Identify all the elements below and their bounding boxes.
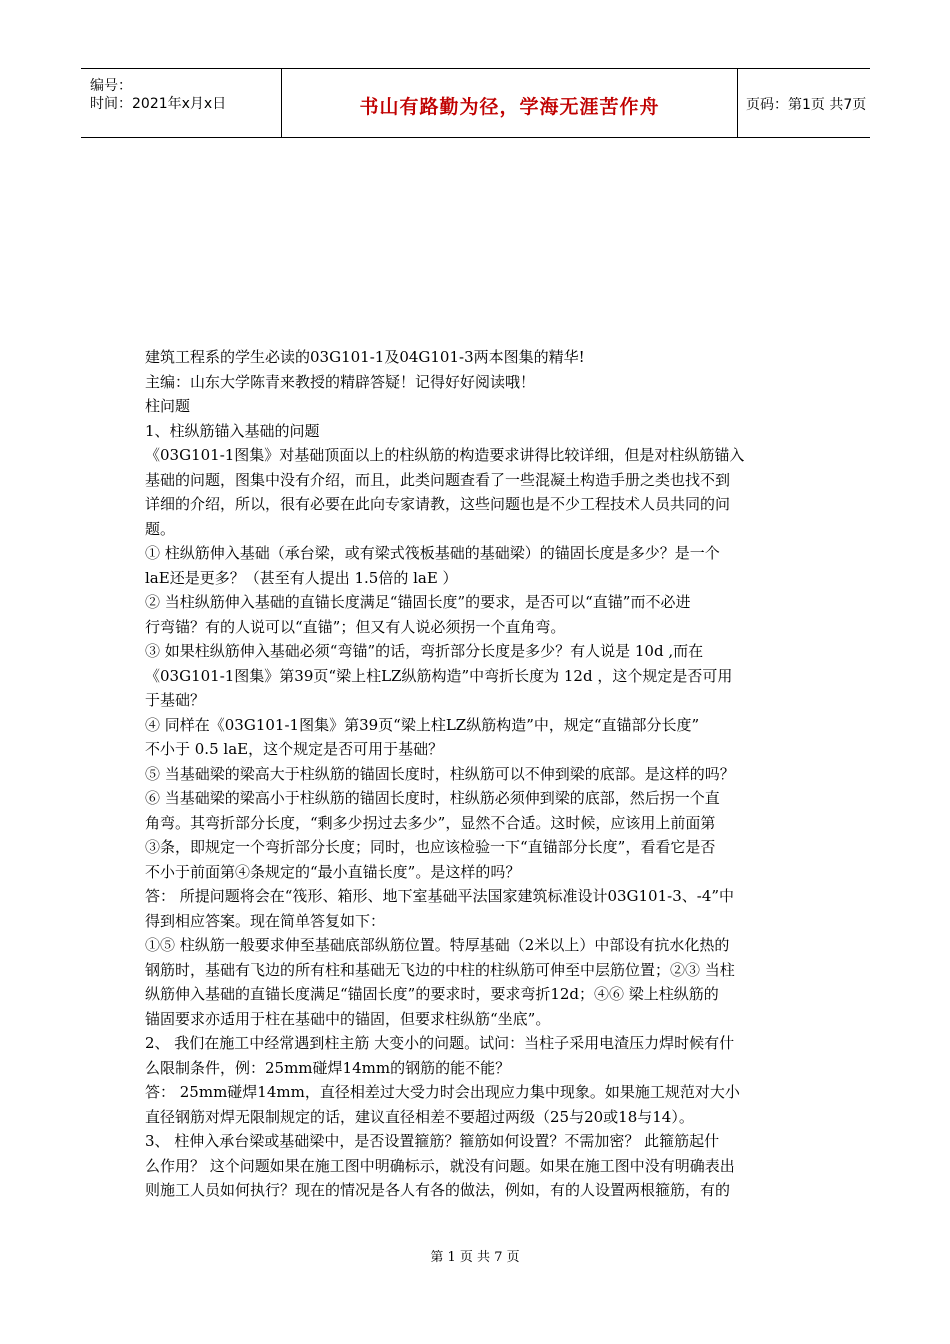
text-line: 题。 bbox=[145, 519, 176, 538]
date-label: 时间：2021年x月x日 bbox=[90, 96, 227, 112]
text-line: 《03G101-1图集》第39页“梁上柱LZ纵筋构造”中弯折长度为 12d ，这个规定是否可用 bbox=[145, 666, 733, 685]
text-line: ①⑤ 柱纵筋一般要求伸至基础底部纵筋位置。特厚基础（2米以上）中部设有抗水化热的 bbox=[145, 936, 730, 954]
text-line: 基础的问题，图集中没有介绍，而且，此类问题查看了一些混凝土构造手册之类也找不到 bbox=[145, 470, 731, 489]
text-line: 么限制条件，例：25mm碰焊14mm的钢筋的能不能？ bbox=[145, 1058, 511, 1077]
text-line: 于基础？ bbox=[145, 691, 206, 709]
text-line: ⑤ 当基础梁的梁高大于柱纵筋的锚固长度时，柱纵筋可以不伸到梁的底部。是这样的吗？ bbox=[145, 764, 735, 783]
text-line: 答： 25mm碰焊14mm，直径相差过大受力时会出现应力集中现象。如果施工规范对大小 bbox=[145, 1083, 740, 1101]
text-line: 纵筋伸入基础的直锚长度满足“锚固长度”的要求时，要求弯折12d；④⑥ 梁上柱纵筋的 bbox=[145, 985, 719, 1003]
text-line: 得到相应答案。现在简单答复如下： bbox=[145, 911, 386, 930]
page-reference: 页码：第1页 共7页 bbox=[746, 97, 867, 113]
text-line: 《03G101-1图集》对基础顶面以上的柱纵筋的构造要求讲得比较详细，但是对柱纵筋锚入 bbox=[145, 446, 745, 464]
text-line: 主编：山东大学陈青来教授的精辟答疑！记得好好阅读哦！ bbox=[145, 372, 536, 391]
header-motto-cell bbox=[281, 69, 738, 137]
text-line: ③ 如果柱纵筋伸入基础必须“弯锚”的话，弯折部分长度是多少？有人说是 10d ,而在 bbox=[145, 642, 704, 660]
text-line: 不小于前面第④条规定的“最小直锚长度”。是这样的吗？ bbox=[145, 862, 521, 881]
text-line: 锚固要求亦适用于柱在基础中的锚固，但要求柱纵筋“坐底”。 bbox=[145, 1009, 551, 1028]
text-line: 建筑工程系的学生必读的03G101-1及04G101-3两本图集的精华! bbox=[145, 348, 585, 366]
text-line: 则施工人员如何执行？现在的情况是各人有各的做法，例如，有的人设置两根箍筋，有的 bbox=[145, 1181, 731, 1199]
text-line: 3、 柱伸入承台梁或基础梁中，是否设置箍筋？箍筋如何设置？不需加密？ 此箍筋起什 bbox=[145, 1132, 720, 1150]
text-line: 2、 我们在施工中经常遇到柱主筋 大变小的问题。试问：当柱子采用电渣压力焊时候有什 bbox=[145, 1034, 735, 1052]
text-line: 钢筋时，基础有飞边的所有柱和基础无飞边的中柱的柱纵筋可伸至中层筋位置；②③ 当柱 bbox=[145, 960, 735, 979]
text-line: 直径钢筋对焊无限制规定的话，建议直径相差不要超过两级（25与20或18与14）。 bbox=[145, 1107, 694, 1126]
header-page-cell bbox=[737, 69, 870, 137]
text-line: 柱问题 bbox=[145, 397, 191, 415]
text-line: 角弯。其弯折部分长度，“剩多少拐过去多少”，显然不合适。这时候，应该用上前面第 bbox=[145, 813, 716, 832]
page-header bbox=[81, 68, 870, 138]
text-line: ⑥ 当基础梁的梁高小于柱纵筋的锚固长度时，柱纵筋必须伸到梁的底部，然后拐一个直 bbox=[145, 789, 720, 807]
text-line: ③条，即规定一个弯折部分长度；同时，也应该检验一下“直锚部分长度”，看看它是否 bbox=[145, 838, 716, 856]
text-line: ④ 同样在《03G101-1图集》第39页“梁上柱LZ纵筋构造”中，规定“直锚部分长度” bbox=[145, 715, 700, 734]
text-line: ① 柱纵筋伸入基础（承台梁，或有梁式筏板基础的基础梁）的锚固长度是多少？是一个 bbox=[145, 544, 720, 562]
document-body bbox=[145, 345, 815, 1203]
code-label: 编号： bbox=[90, 78, 132, 94]
page-footer: 第 1 页 共 7 页 bbox=[430, 1250, 520, 1265]
header-info-cell bbox=[81, 69, 281, 137]
text-line: laE还是更多？（甚至有人提出 1.5倍的 laE ） bbox=[145, 568, 458, 587]
text-line: 答： 所提问题将会在“筏形、箱形、地下室基础平法国家建筑标准设计03G101-3、-4”中 bbox=[145, 887, 735, 905]
text-line: 详细的介绍，所以，很有必要在此向专家请教，这些问题也是不少工程技术人员共同的问 bbox=[145, 495, 731, 513]
text-line: 么作用？ 这个问题如果在施工图中明确标示，就没有问题。如果在施工图中没有明确表出 bbox=[145, 1156, 735, 1175]
motto: 书山有路勤为径，学海无涯苦作舟 bbox=[359, 96, 660, 118]
text-line: ② 当柱纵筋伸入基础的直锚长度满足“锚固长度”的要求，是否可以“直锚”而不必进 bbox=[145, 593, 691, 611]
text-line: 不小于 0.5 laE，这个规定是否可用于基础？ bbox=[145, 740, 444, 758]
text-line: 行弯锚？有的人说可以“直锚”；但又有人说必须拐一个直角弯。 bbox=[145, 617, 566, 636]
text-line: 1、柱纵筋锚入基础的问题 bbox=[145, 421, 320, 440]
